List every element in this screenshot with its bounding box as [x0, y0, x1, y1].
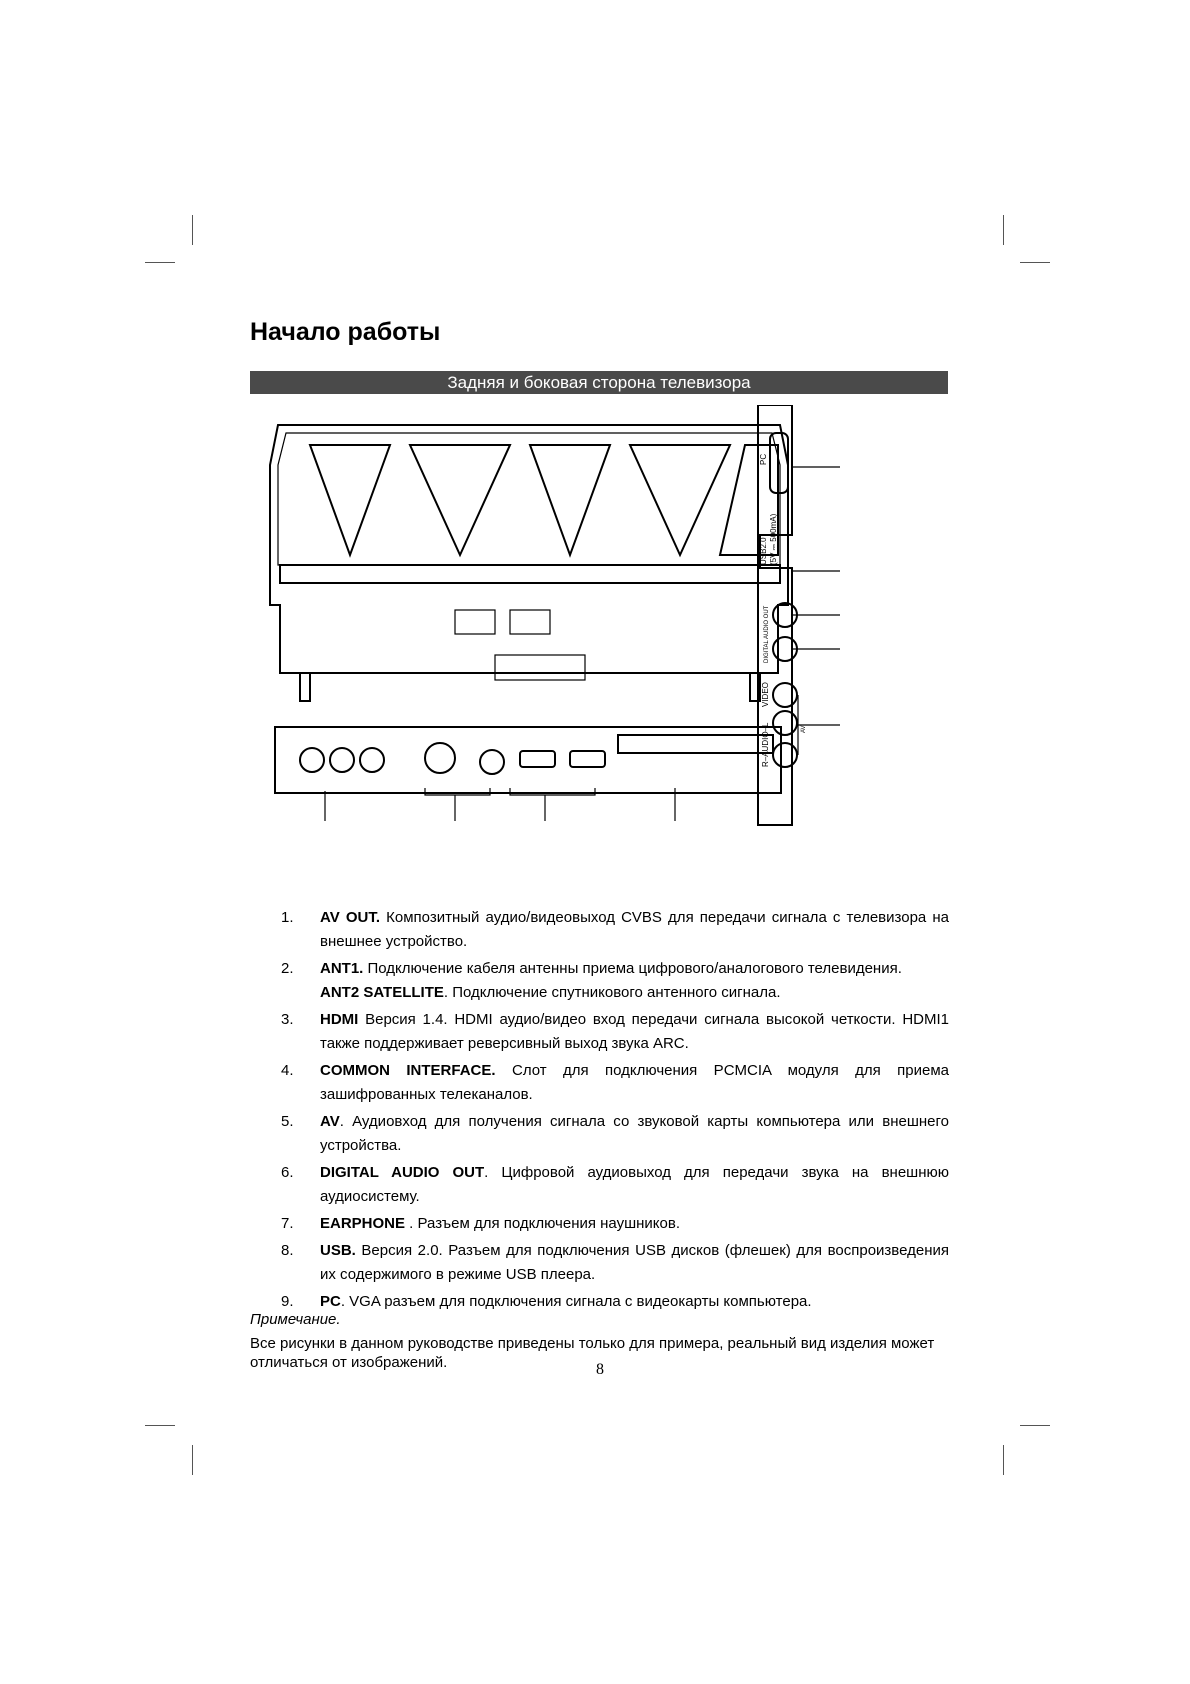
usb-spec-label: (5V ⎓ 500mA): [769, 513, 778, 565]
connector-list: [281, 906, 949, 1317]
av-out-jack: [300, 748, 324, 772]
note-title: Примечание.: [250, 1311, 341, 1328]
item-label: DIGITAL AUDIO OUT: [320, 1164, 485, 1181]
item-label: EARPHONE: [320, 1215, 406, 1232]
item-number: 5.: [281, 1113, 294, 1130]
av-out-jack: [360, 748, 384, 772]
item-label-2: ANT2 SATELLITE: [320, 984, 444, 1001]
item-text: Слот для подключения PCMCIA модуля для приема зашифрованных телеканалов.: [320, 1062, 949, 1103]
av-label: AV: [801, 725, 807, 733]
ant2-satellite-connector: [480, 750, 504, 774]
item-text: Подключение кабеля антенны приема цифрового/аналогового телевидения.: [363, 960, 902, 977]
list-item: [281, 906, 949, 954]
item-number: 4.: [281, 1062, 294, 1079]
item-label: HDMI: [320, 1011, 359, 1028]
digital-audio-label: DIGITAL AUDIO OUT: [764, 605, 770, 663]
list-item: [281, 1008, 949, 1056]
page-number: 8: [596, 1361, 604, 1378]
hdmi-port: [520, 751, 555, 767]
list-item: [281, 1161, 949, 1209]
pc-label: PC: [759, 453, 768, 465]
av-out-jack: [330, 748, 354, 772]
item-number: 6.: [281, 1164, 294, 1181]
rib-centre-right: [630, 445, 730, 555]
rib-centre: [530, 445, 610, 555]
crop-mark: [145, 262, 175, 263]
item-text: . Аудиовход для получения сигнала со звуковой карты компьютера или внешнего устройства.: [320, 1113, 949, 1154]
section-header: Задняя и боковая сторона телевизора: [250, 371, 948, 394]
rib-left: [310, 445, 390, 555]
item-text-2: . Подключение спутникового антенного сигнала.: [443, 984, 781, 1001]
item-label: AV OUT.: [320, 909, 381, 926]
item-text: . VGA разъем для подключения сигнала с видеокарты компьютера.: [340, 1293, 812, 1310]
audio-label: R–AUDIO–L: [761, 722, 770, 767]
item-number: 1.: [281, 909, 294, 926]
item-label: PC: [320, 1293, 341, 1310]
item-number: 7.: [281, 1215, 294, 1232]
item-label: AV: [320, 1113, 340, 1130]
item-text: Версия 2.0. Разъем для подключения USB дисков (флешек) для воспроизведения их содержимого в режиме USB плеера.: [320, 1242, 949, 1283]
tv-foot-left: [300, 673, 310, 701]
item-text: Композитный аудио/видеовыход CVBS для передачи сигнала с телевизора на внешнее устройство.: [320, 909, 949, 950]
ant1-connector: [425, 743, 455, 773]
crop-mark: [192, 215, 193, 245]
list-item: [281, 1239, 949, 1287]
audio-l-in-jack: [773, 743, 797, 767]
item-text: . Цифровой аудиовыход для передачи звука на внешнюю аудиосистему.: [320, 1164, 949, 1205]
page-title: Начало работы: [250, 318, 441, 346]
item-text: Версия 1.4. HDMI аудио/видео вход передачи сигнала высокой четкости. HDMI1 также поддерживает реверсивный выход звука ARC.: [320, 1011, 949, 1052]
item-number: 9.: [281, 1293, 294, 1310]
item-label: USB.: [320, 1242, 356, 1259]
common-interface-slot: [618, 735, 773, 753]
ventilation-strip: [280, 565, 780, 583]
item-number: 2.: [281, 960, 294, 977]
list-item: [281, 1059, 949, 1107]
crop-mark: [1003, 215, 1004, 245]
video-label: VIDEO: [761, 682, 770, 707]
hdmi-port: [570, 751, 605, 767]
crop-mark: [1020, 1425, 1050, 1426]
list-item: [281, 1110, 949, 1158]
tv-rear-diagram: [250, 405, 910, 875]
crop-mark: [1020, 262, 1050, 263]
item-number: 8.: [281, 1242, 294, 1259]
bottom-connector-panel: [275, 727, 781, 793]
item-label: ANT1.: [320, 960, 364, 977]
list-item: [281, 1290, 949, 1314]
item-number: 3.: [281, 1011, 294, 1028]
item-text: . Разъем для подключения наушников.: [405, 1215, 681, 1232]
crop-mark: [145, 1425, 175, 1426]
crop-mark: [192, 1445, 193, 1475]
usb-label: USB2.0: [759, 537, 768, 565]
video-in-jack: [773, 683, 797, 707]
rib-centre-left: [410, 445, 510, 555]
list-item: [281, 1212, 949, 1236]
item-label: COMMON INTERFACE.: [320, 1062, 496, 1079]
list-item: [281, 957, 949, 1005]
note-text: Все рисунки в данном руководстве приведены только для примера, реальный вид изделия может отличаться от изображений.: [250, 1335, 935, 1371]
crop-mark: [1003, 1445, 1004, 1475]
audio-r-in-jack: [773, 711, 797, 735]
